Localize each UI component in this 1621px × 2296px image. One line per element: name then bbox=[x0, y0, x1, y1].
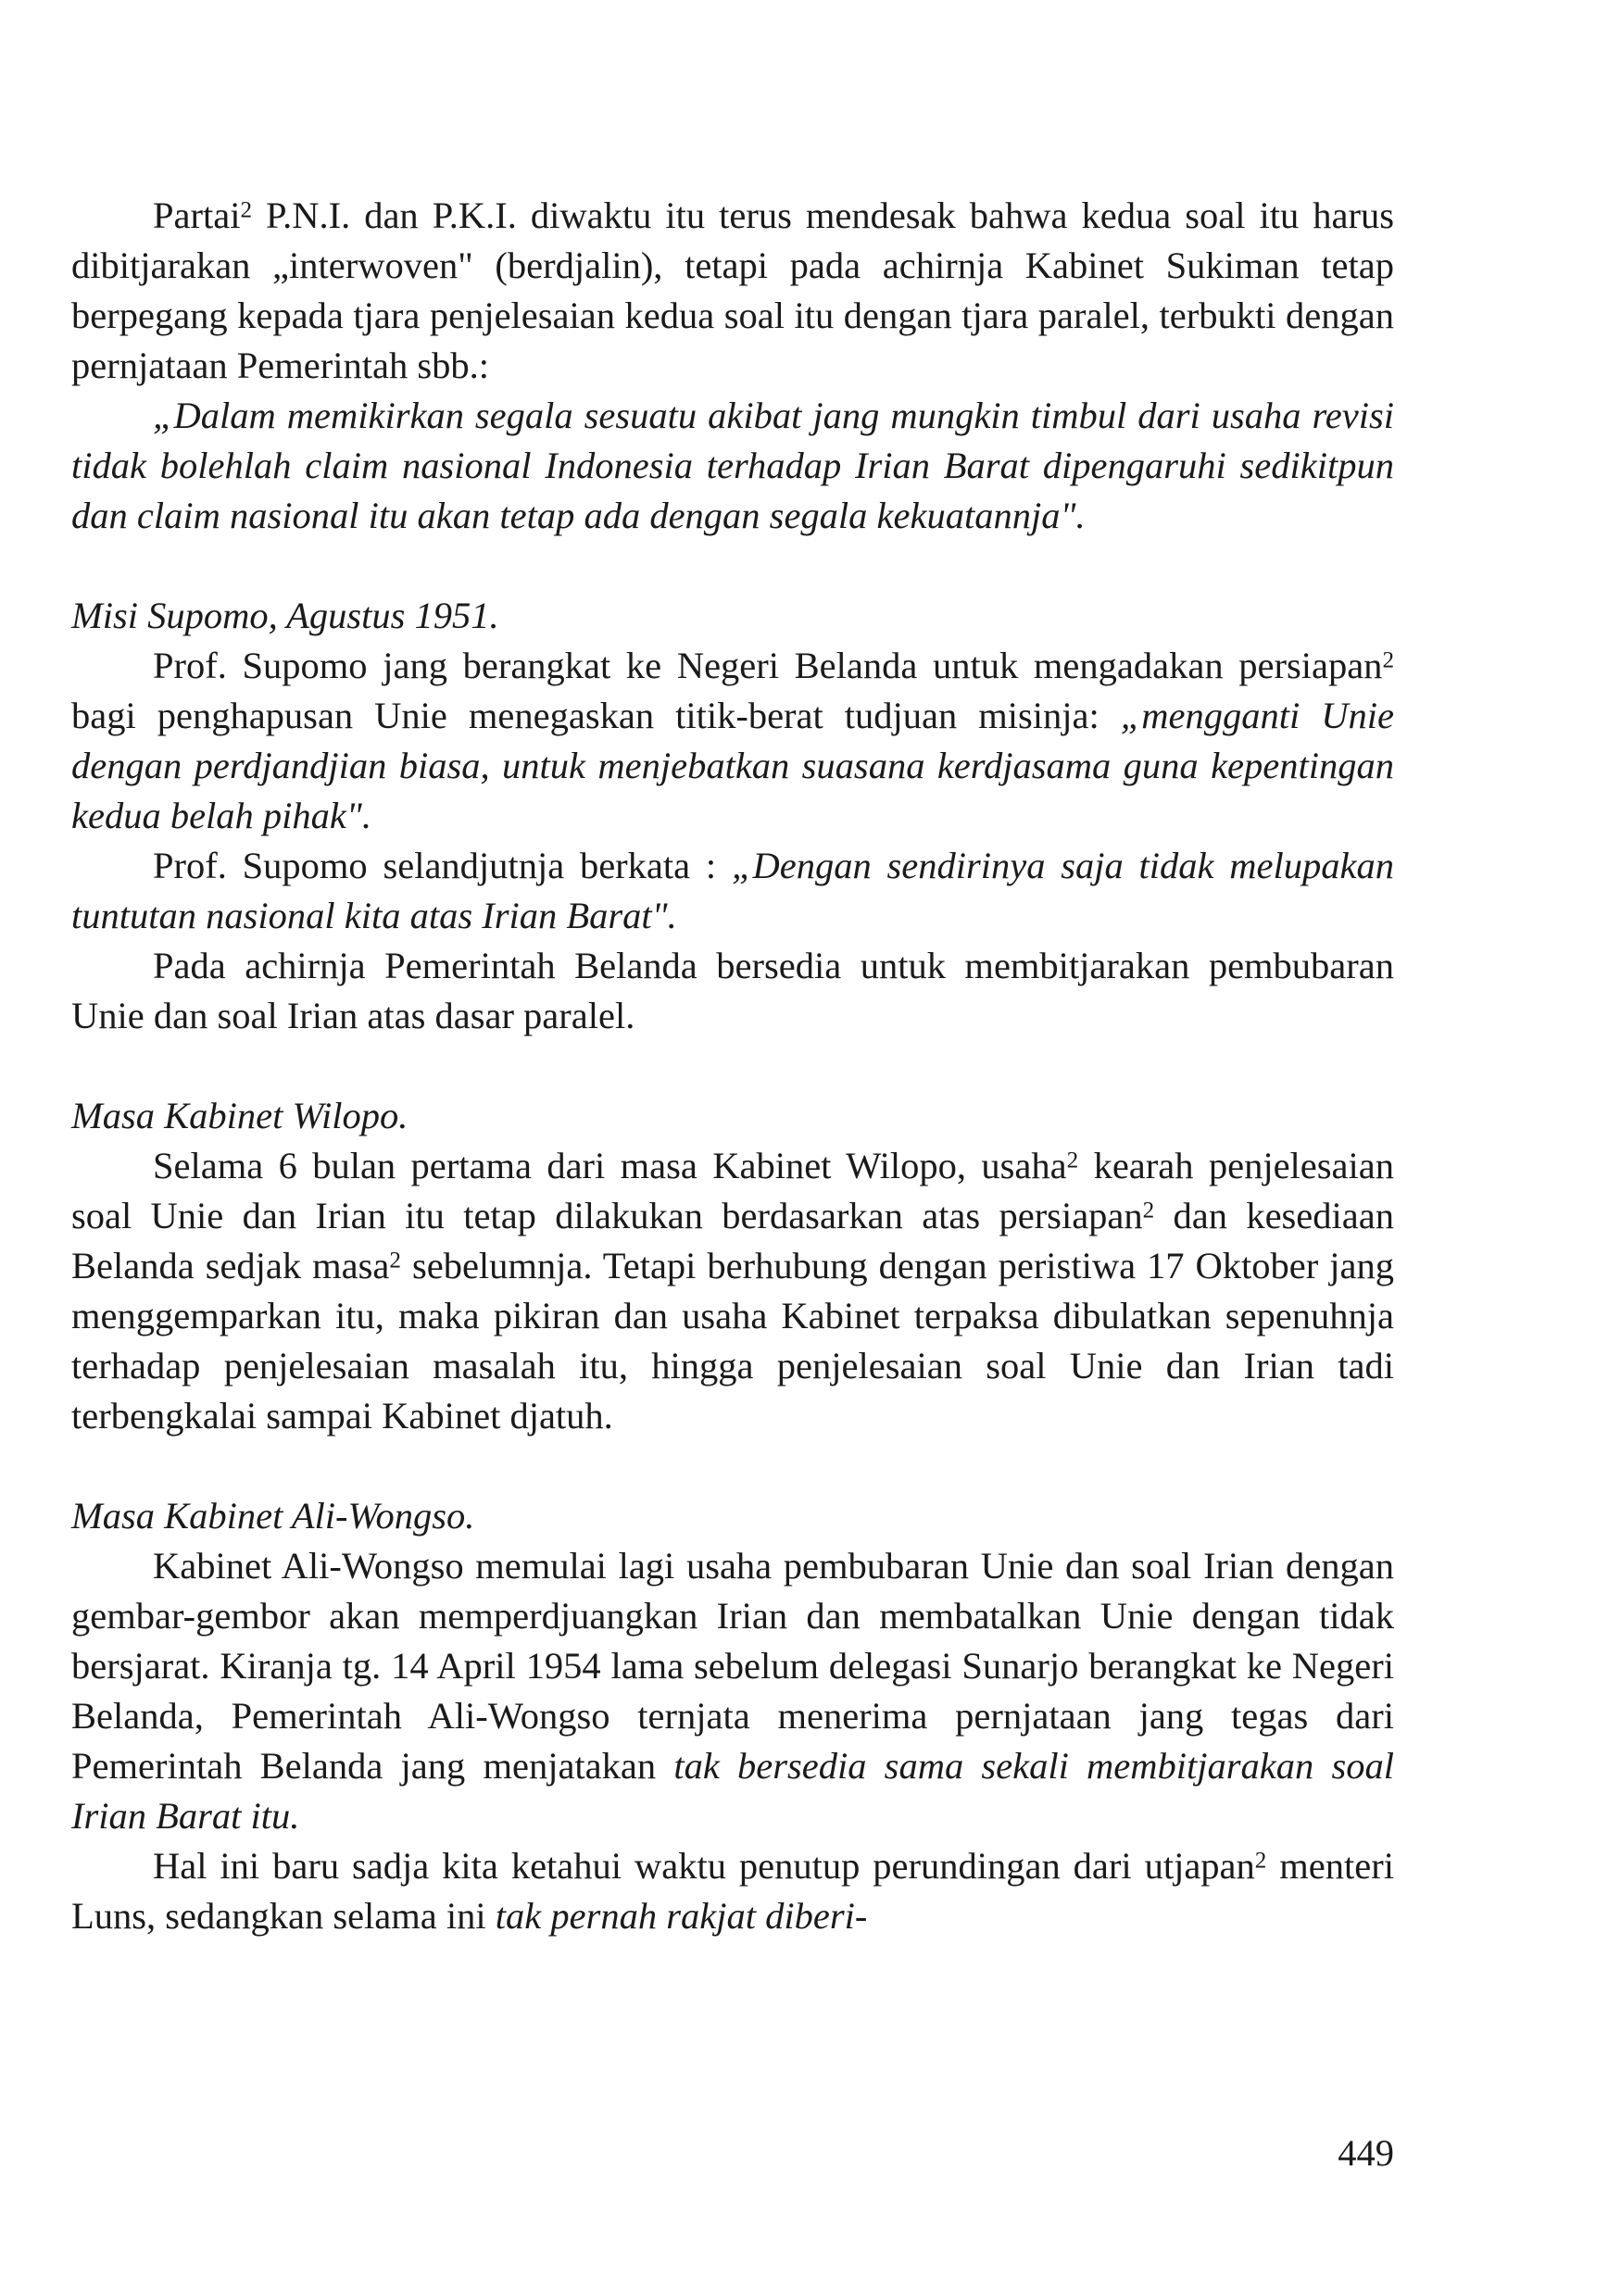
paragraph-5 bbox=[71, 941, 1394, 1041]
text-run: Pada achirnja Pemerintah Belanda bersedia untuk membitjarakan pembubaran Unie dan soal Irian atas dasar paralel. bbox=[71, 945, 1394, 1036]
text-run: bagi penghapusan Unie menegaskan titik-berat tudjuan misinja: bbox=[71, 695, 1121, 736]
italic-text: tak pernah rakjat diberi- bbox=[495, 1895, 868, 1937]
quote-text: „Dalam memikirkan segala sesuatu akibat jang mungkin timbul dari usaha revisi tidak bolehlah claim nasional Indonesia terhadap Irian Barat dipengaruhi sedikitpun dan claim nasional itu akan tetap ada dengan segala kekuatannja". bbox=[71, 395, 1394, 536]
superscript: 2 bbox=[1382, 647, 1394, 673]
paragraph-7 bbox=[71, 1541, 1394, 1841]
text-run: P.N.I. dan P.K.I. diwaktu itu terus mendesak bahwa kedua soal itu harus dibitjarakan „interwoven" (berdjalin), tetapi pada achirnja Kabinet Sukiman tetap berpegang kepada tjara penjelesaian kedua soal itu dengan tjara paralel, terbukti dengan pernjataan Pemerintah sbb.: bbox=[71, 194, 1394, 386]
text-run: Selama 6 bulan pertama dari masa Kabinet Wilopo, usaha bbox=[153, 1145, 1067, 1186]
spacer bbox=[71, 1441, 1394, 1491]
paragraph-8 bbox=[71, 1841, 1394, 1941]
text-run: Prof. Supomo selandjutnja berkata : bbox=[153, 845, 732, 886]
section-heading-misi-supomo: Misi Supomo, Agustus 1951. bbox=[71, 595, 499, 636]
text-run: menteri Luns, sedangkan selama ini bbox=[71, 1845, 1394, 1937]
superscript: 2 bbox=[389, 1248, 401, 1273]
text-run: Partai bbox=[153, 194, 241, 236]
spacer bbox=[71, 541, 1394, 591]
text-run: kearah penjelesaian soal Unie dan Irian itu tetap dilakukan berdasarkan atas persiapan bbox=[71, 1145, 1394, 1236]
italic-text: tak bersedia sama sekali membitjarakan soal Irian Barat itu. bbox=[71, 1745, 1394, 1837]
page-body bbox=[71, 191, 1394, 1941]
page-number: 449 bbox=[1338, 2132, 1394, 2174]
text-run: Hal ini baru sadja kita ketahui waktu penutup perundingan dari utjapan bbox=[153, 1845, 1255, 1887]
text-run: Kabinet Ali-Wongso memulai lagi usaha pembubaran Unie dan soal Irian dengan gembar-gembor akan memperdjuangkan Irian dan membatalkan Unie dengan tidak bersjarat. Kiranja tg. 14 April 1954 lama sebelum delegasi Sunarjo berangkat ke Negeri Belanda, Pemerintah Ali-Wongso ternjata menerima pernjataan jang tegas dari Pemerintah Belanda jang menjatakan bbox=[71, 1545, 1394, 1787]
superscript: 2 bbox=[1142, 1198, 1155, 1223]
quote-paragraph-1 bbox=[71, 391, 1394, 541]
spacer bbox=[71, 1041, 1394, 1091]
quote-text: „Dengan sendirinya saja tidak melupakan tuntutan nasional kita atas Irian Barat". bbox=[71, 845, 1395, 936]
section-heading-kabinet-wilopo: Masa Kabinet Wilopo. bbox=[71, 1095, 408, 1136]
paragraph-1 bbox=[71, 191, 1394, 391]
paragraph-6 bbox=[71, 1141, 1394, 1441]
text-run: Prof. Supomo jang berangkat ke Negeri Belanda untuk mengadakan persiapan bbox=[153, 645, 1383, 686]
paragraph-3 bbox=[71, 641, 1394, 841]
superscript: 2 bbox=[1254, 1848, 1267, 1874]
paragraph-4 bbox=[71, 841, 1394, 941]
text-run: sebelumnja. Tetapi berhubung dengan peristiwa 17 Oktober jang menggemparkan itu, maka pikiran dan usaha Kabinet terpaksa dibulatkan sepenuhnja terhadap penjelesaian masalah itu, hingga penjelesaian soal Unie dan Irian tadi terbengkalai sampai Kabinet djatuh. bbox=[71, 1245, 1395, 1437]
superscript: 2 bbox=[1066, 1148, 1079, 1173]
quote-text: „mengganti Unie dengan perdjandjian biasa, untuk menjebatkan suasana kerdjasama guna kepentingan kedua belah pihak". bbox=[71, 695, 1394, 836]
section-heading-kabinet-ali-wongso: Masa Kabinet Ali-Wongso. bbox=[71, 1495, 475, 1537]
text-run: dan kesediaan Belanda sedjak masa bbox=[71, 1195, 1394, 1286]
superscript: 2 bbox=[240, 197, 253, 223]
